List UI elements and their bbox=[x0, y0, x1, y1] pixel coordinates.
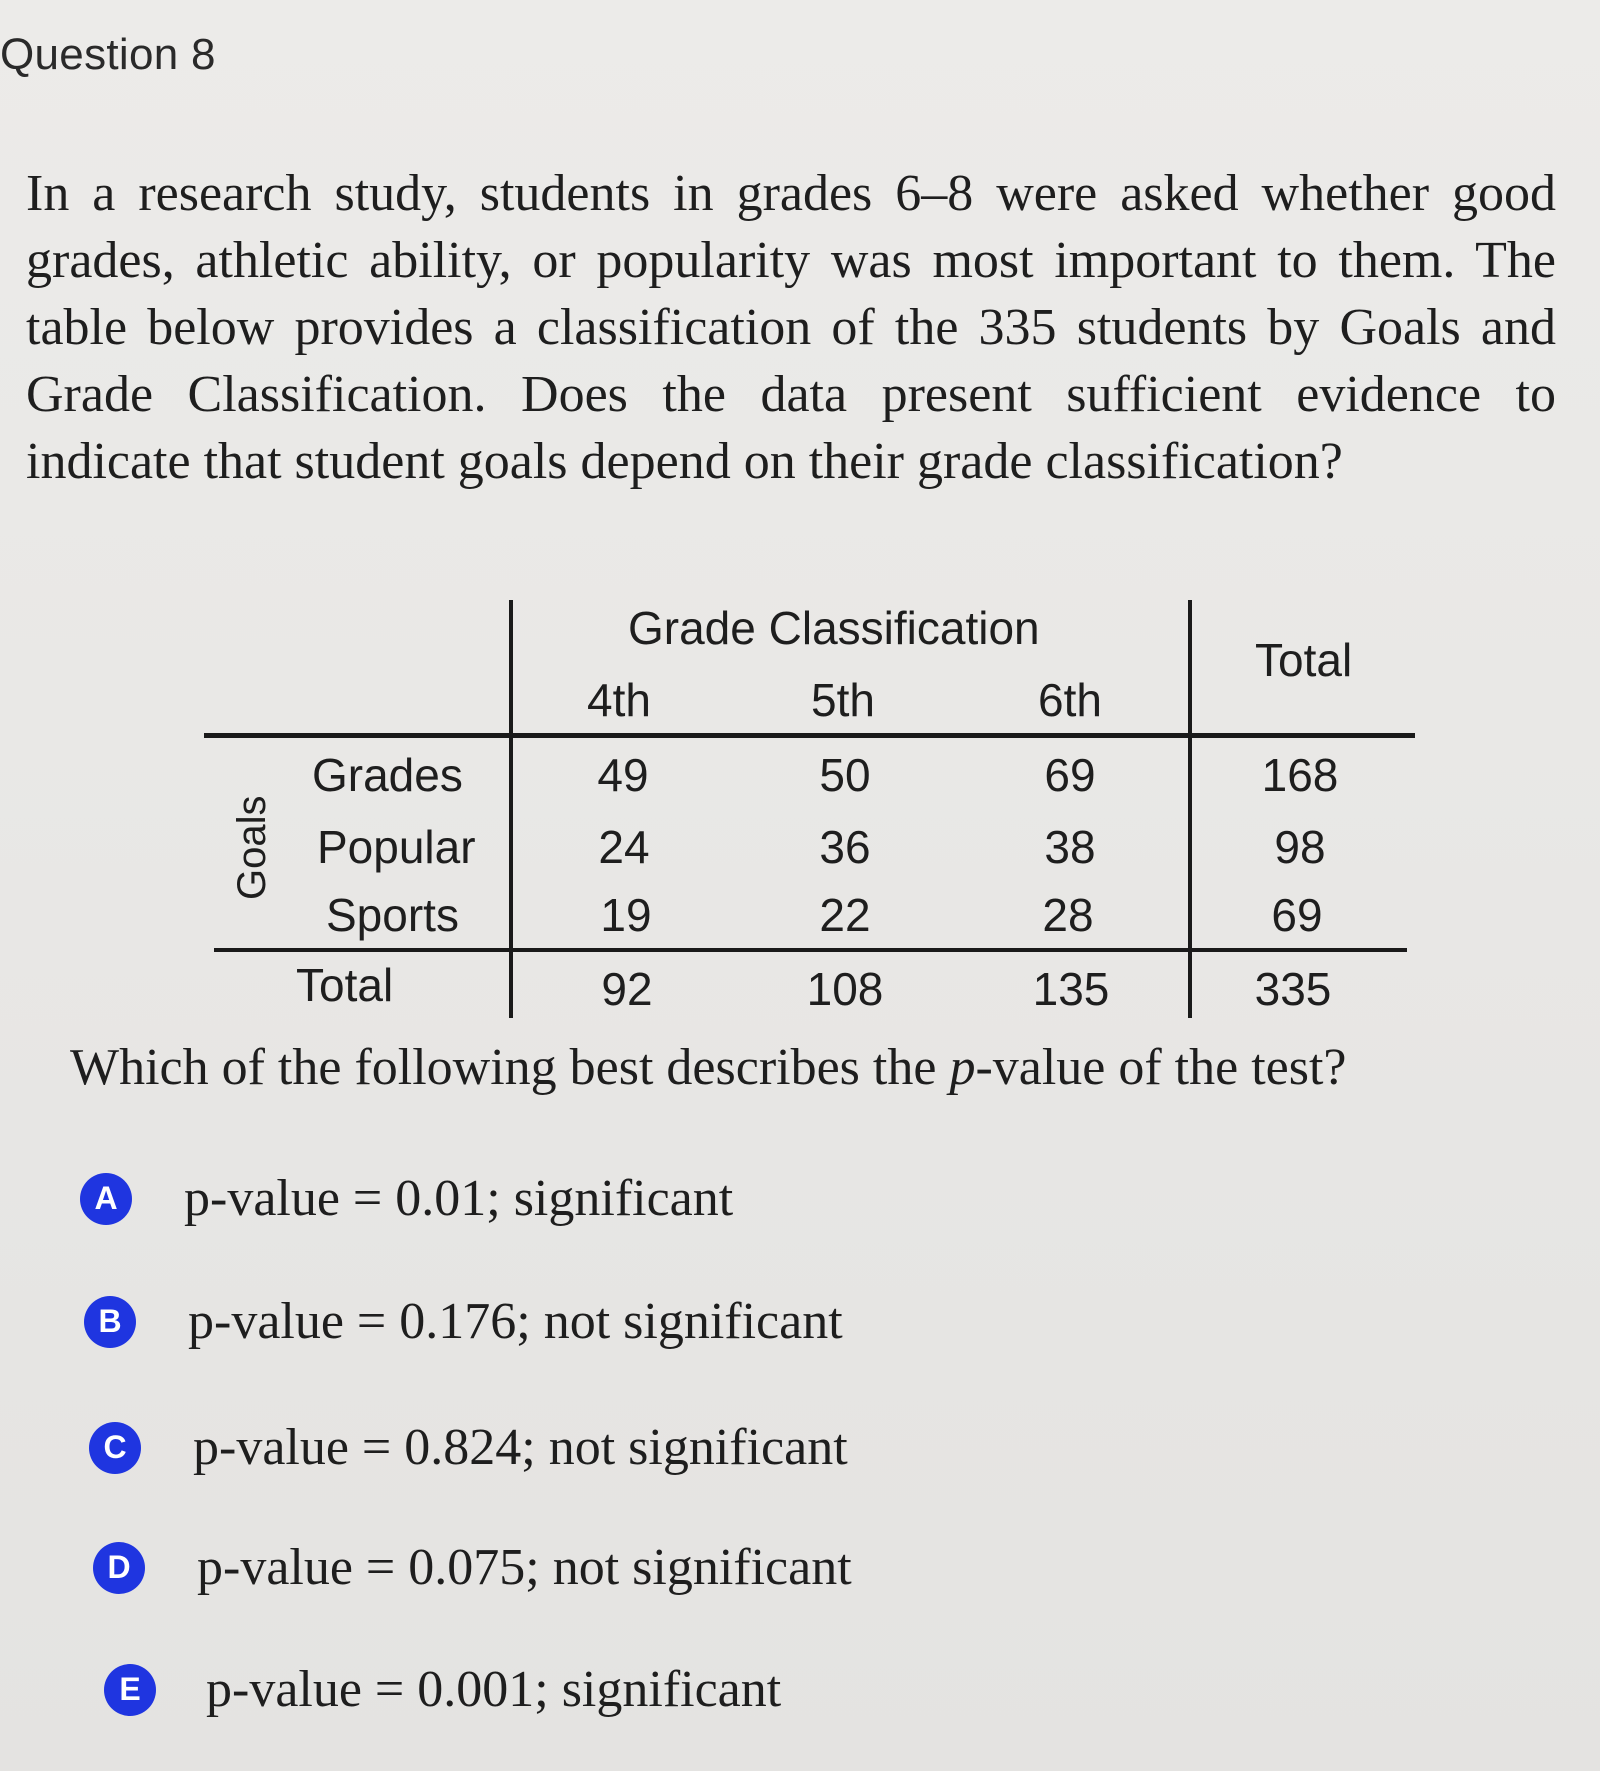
grade-classification-header: Grade Classification bbox=[628, 602, 1040, 654]
total-column-header: Total bbox=[1255, 634, 1353, 686]
table-cell-total: 69 bbox=[1271, 889, 1323, 941]
table-cell-total: 98 bbox=[1274, 821, 1326, 873]
table-cell: 38 bbox=[1044, 821, 1096, 873]
option-b-badge-icon[interactable]: B bbox=[84, 1296, 136, 1348]
option-a-text[interactable]: p-value = 0.01; significant bbox=[184, 1170, 734, 1227]
table-cell-total: 135 bbox=[1032, 963, 1110, 1015]
column-header-5th: 5th bbox=[811, 674, 875, 726]
table-cell: 49 bbox=[597, 749, 649, 801]
column-header-4th: 4th bbox=[587, 674, 651, 726]
table-right-divider bbox=[1188, 600, 1192, 1018]
table-cell: 69 bbox=[1044, 749, 1096, 801]
table-cell: 19 bbox=[600, 889, 652, 941]
row-label-sports: Sports bbox=[326, 889, 459, 941]
option-d-badge-icon[interactable]: D bbox=[93, 1542, 145, 1594]
followup-italic-p: p bbox=[949, 1039, 976, 1096]
contingency-table bbox=[200, 600, 1415, 1018]
option-b-text[interactable]: p-value = 0.176; not significant bbox=[188, 1293, 843, 1350]
table-cell: 24 bbox=[598, 821, 650, 873]
table-header-rule bbox=[204, 733, 1415, 738]
goals-row-group-label: Goals bbox=[230, 795, 274, 900]
row-label-total: Total bbox=[296, 959, 394, 1011]
option-e-badge-icon[interactable]: E bbox=[104, 1664, 156, 1716]
followup-prefix: Which of the following best describes the bbox=[70, 1039, 950, 1096]
table-cell: 36 bbox=[819, 821, 871, 873]
table-cell: 50 bbox=[819, 749, 871, 801]
row-label-popular: Popular bbox=[317, 821, 476, 873]
option-c-badge-icon[interactable]: C bbox=[89, 1422, 141, 1474]
option-e-text[interactable]: p-value = 0.001; significant bbox=[206, 1661, 782, 1718]
table-totals-rule bbox=[214, 948, 1407, 952]
answer-option-c[interactable] bbox=[89, 1418, 848, 1477]
table-cell-total: 108 bbox=[806, 963, 884, 1015]
table-cell-grand-total: 335 bbox=[1254, 963, 1332, 1015]
option-d-text[interactable]: p-value = 0.075; not significant bbox=[197, 1539, 852, 1596]
option-a-badge-icon[interactable]: A bbox=[80, 1173, 132, 1225]
column-header-6th: 6th bbox=[1038, 674, 1102, 726]
answer-option-e[interactable] bbox=[104, 1660, 781, 1719]
question-title: Question 8 bbox=[0, 30, 216, 79]
table-cell-total: 168 bbox=[1261, 749, 1339, 801]
answer-option-a[interactable] bbox=[80, 1169, 733, 1228]
question-prompt: In a research study, students in grades 6–8 were asked whether good grades, athletic ability, or popularity was most important to them. The table below provides a classification of the 335 students by Goals and Grade Classification. Does the data present sufficient evidence to indicate that student goals depend on their grade classification? bbox=[26, 165, 1556, 490]
table-cell: 28 bbox=[1042, 889, 1094, 941]
table-cell-total: 92 bbox=[601, 963, 653, 1015]
answer-option-d[interactable] bbox=[93, 1538, 852, 1597]
followup-question bbox=[70, 1038, 1347, 1097]
answer-option-b[interactable] bbox=[84, 1292, 843, 1351]
row-label-grades: Grades bbox=[312, 749, 463, 801]
table-cell: 22 bbox=[819, 889, 871, 941]
option-c-text[interactable]: p-value = 0.824; not significant bbox=[193, 1419, 848, 1476]
table-left-divider bbox=[509, 600, 513, 1018]
followup-suffix: -value of the test? bbox=[975, 1039, 1347, 1096]
